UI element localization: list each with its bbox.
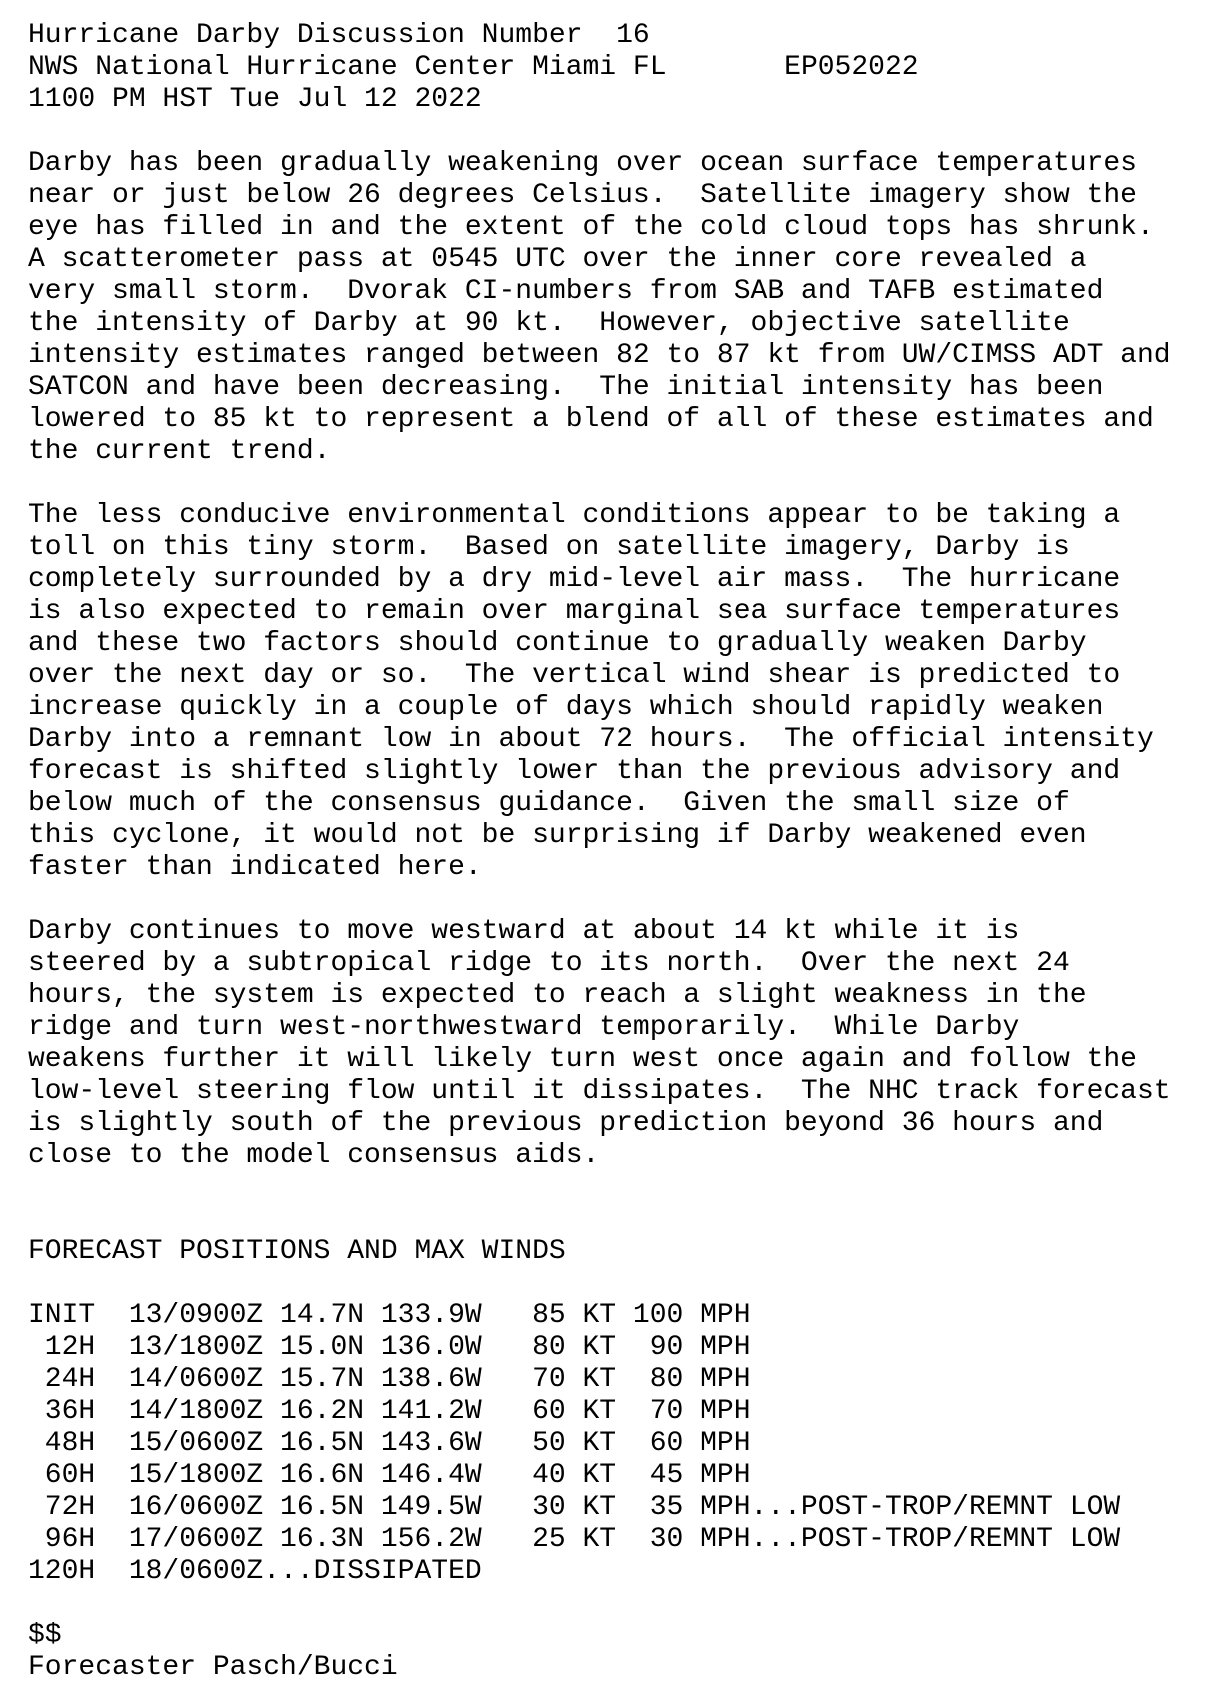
spacer — [28, 1588, 1218, 1620]
paragraph-line: Darby has been gradually weakening over ocean surface temperatures — [28, 148, 1137, 179]
forecast-row: 60H 15/1800Z 16.6N 146.4W 40 KT 45 MPH — [28, 1460, 751, 1491]
paragraph — [28, 500, 1218, 884]
paragraph — [28, 148, 1218, 468]
document-header — [28, 20, 1218, 116]
forecast-row: 96H 17/0600Z 16.3N 156.2W 25 KT 30 MPH...POST-TROP/REMNT LOW — [28, 1524, 1121, 1555]
paragraph-line: Darby into a remnant low in about 72 hours. The official intensity — [28, 724, 1154, 755]
paragraph-line: very small storm. Dvorak CI-numbers from SAB and TAFB estimated — [28, 276, 1104, 307]
document-footer — [28, 1620, 1218, 1684]
forecast-row: INIT 13/0900Z 14.7N 133.9W 85 KT 100 MPH — [28, 1300, 751, 1331]
paragraph-line: weakens further it will likely turn west once again and follow the — [28, 1044, 1137, 1075]
paragraph-line: the current trend. — [28, 436, 331, 467]
forecast-row: 24H 14/0600Z 15.7N 138.6W 70 KT 80 MPH — [28, 1364, 751, 1395]
paragraph-line: toll on this tiny storm. Based on satellite imagery, Darby is — [28, 532, 1070, 563]
forecaster-signature: Forecaster Pasch/Bucci — [28, 1652, 398, 1683]
forecast-table — [28, 1300, 1218, 1588]
paragraph-line: faster than indicated here. — [28, 852, 482, 883]
end-marker: $$ — [28, 1620, 62, 1651]
paragraph-line: completely surrounded by a dry mid-level air mass. The hurricane — [28, 564, 1121, 595]
paragraph-line: over the next day or so. The vertical wind shear is predicted to — [28, 660, 1121, 691]
paragraph-line: low-level steering flow until it dissipates. The NHC track forecast — [28, 1076, 1171, 1107]
spacer — [28, 1172, 1218, 1204]
paragraph-line: close to the model consensus aids. — [28, 1140, 600, 1171]
paragraph-line: and these two factors should continue to gradually weaken Darby — [28, 628, 1087, 659]
issue-datetime: 1100 PM HST Tue Jul 12 2022 — [28, 84, 482, 115]
paragraph-line: the intensity of Darby at 90 kt. However, objective satellite — [28, 308, 1070, 339]
paragraph-line: is slightly south of the previous prediction beyond 36 hours and — [28, 1108, 1104, 1139]
paragraph-line: lowered to 85 kt to represent a blend of all of these estimates and — [28, 404, 1154, 435]
paragraph-line: is also expected to remain over marginal sea surface temperatures — [28, 596, 1121, 627]
forecast-row: 48H 15/0600Z 16.5N 143.6W 50 KT 60 MPH — [28, 1428, 751, 1459]
paragraph-line: A scatterometer pass at 0545 UTC over the inner core revealed a — [28, 244, 1087, 275]
paragraph-line: steered by a subtropical ridge to its north. Over the next 24 — [28, 948, 1070, 979]
paragraph-line: Darby continues to move westward at about 14 kt while it is — [28, 916, 1020, 947]
storm-id: EP052022 — [784, 52, 919, 83]
paragraph-line: hours, the system is expected to reach a slight weakness in the — [28, 980, 1087, 1011]
paragraph-line: forecast is shifted slightly lower than the previous advisory and — [28, 756, 1121, 787]
paragraph-line: SATCON and have been decreasing. The initial intensity has been — [28, 372, 1104, 403]
paragraph-line: intensity estimates ranged between 82 to 87 kt from UW/CIMSS ADT and — [28, 340, 1171, 371]
paragraph — [28, 916, 1218, 1172]
discussion-document — [28, 20, 1218, 1684]
paragraph-line: ridge and turn west-northwestward temporarily. While Darby — [28, 1012, 1020, 1043]
paragraph-line: this cyclone, it would not be surprising if Darby weakened even — [28, 820, 1087, 851]
paragraph-line: below much of the consensus guidance. Given the small size of — [28, 788, 1070, 819]
office-line — [28, 52, 1218, 84]
forecast-row: 36H 14/1800Z 16.2N 141.2W 60 KT 70 MPH — [28, 1396, 751, 1427]
spacer — [28, 1204, 1218, 1236]
paragraph-line: eye has filled in and the extent of the cold cloud tops has shrunk. — [28, 212, 1154, 243]
spacer — [28, 1268, 1218, 1300]
paragraph-line: near or just below 26 degrees Celsius. Satellite imagery show the — [28, 180, 1137, 211]
discussion-title: Hurricane Darby Discussion Number 16 — [28, 20, 650, 51]
forecast-row: 120H 18/0600Z...DISSIPATED — [28, 1556, 482, 1587]
paragraph-line: The less conducive environmental conditions appear to be taking a — [28, 500, 1121, 531]
spacer — [28, 116, 1218, 148]
forecast-heading: FORECAST POSITIONS AND MAX WINDS — [28, 1236, 566, 1267]
office-name: NWS National Hurricane Center Miami FL — [28, 52, 667, 83]
spacer — [28, 884, 1218, 916]
forecast-row: 72H 16/0600Z 16.5N 149.5W 30 KT 35 MPH...POST-TROP/REMNT LOW — [28, 1492, 1121, 1523]
paragraph-line: increase quickly in a couple of days which should rapidly weaken — [28, 692, 1104, 723]
forecast-section — [28, 1236, 1218, 1588]
spacer — [28, 468, 1218, 500]
discussion-body — [28, 148, 1218, 1172]
forecast-row: 12H 13/1800Z 15.0N 136.0W 80 KT 90 MPH — [28, 1332, 751, 1363]
